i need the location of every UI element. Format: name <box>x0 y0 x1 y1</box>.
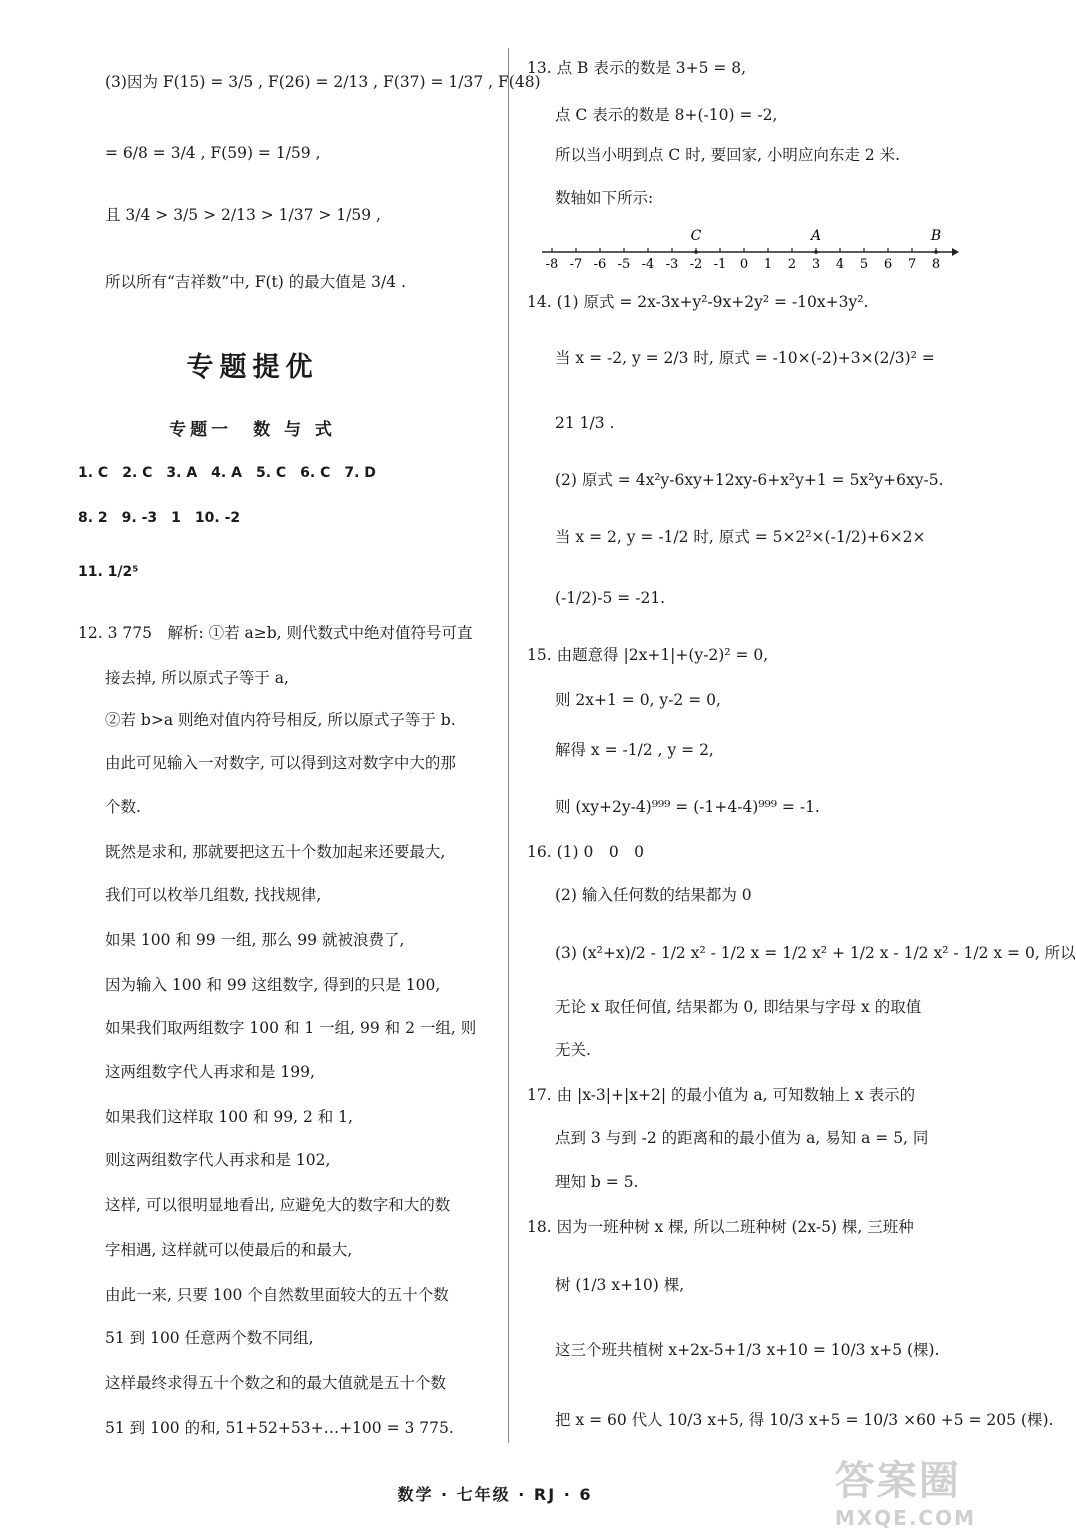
text-line: 17. 由 |x-3|+|x+2| 的最小值为 a, 可知数轴上 x 表示的 <box>527 1086 916 1104</box>
number-line-point-label: A <box>810 228 822 244</box>
number-line-tick-label: 2 <box>787 257 797 272</box>
number-line-tick-label: -7 <box>569 257 583 272</box>
text-line: 既然是求和, 那就要把这五十个数加起来还要最大, <box>105 843 446 861</box>
number-line-tick-label: 8 <box>931 257 941 272</box>
text-line: 点 C 表示的数是 8+(-10) = -2, <box>555 106 778 124</box>
text-line: 14. (1) 原式 = 2x-3x+y²-9x+2y² = -10x+3y². <box>527 293 869 311</box>
text-line: 当 x = 2, y = -1/2 时, 原式 = 5×2²×(-1/2)+6×2× <box>555 528 926 546</box>
number-line-tick-label: -6 <box>593 257 607 272</box>
column-divider <box>508 48 509 1443</box>
text-line: 这样最终求得五十个数之和的最大值就是五十个数 <box>105 1374 447 1392</box>
text-line: 当 x = -2, y = 2/3 时, 原式 = -10×(-2)+3×(2/3)² = <box>555 349 935 367</box>
answer-line: 8. 2 9. -3 1 10. -2 <box>78 510 241 526</box>
text-line: 如果我们这样取 100 和 99, 2 和 1, <box>105 1108 353 1126</box>
number-line-point <box>694 250 698 254</box>
text-line: 则这两组数字代人再求和是 102, <box>105 1151 331 1169</box>
text-line: 这两组数字代人再求和是 199, <box>105 1063 315 1081</box>
text-line: 51 到 100 任意两个数不同组, <box>105 1329 314 1347</box>
text-line: 解得 x = -1/2 , y = 2, <box>555 741 714 759</box>
text-line: 个数. <box>105 798 141 816</box>
text-line: (2) 输入任何数的结果都为 0 <box>555 886 752 904</box>
watermark-url: MXQE.COM <box>834 1506 976 1530</box>
text-line: 如果 100 和 99 一组, 那么 99 就被浪费了, <box>105 931 405 949</box>
text-line: 接去掉, 所以原式子等于 a, <box>105 669 289 687</box>
text-line: 21 1/3 . <box>555 414 615 432</box>
text-line: = 6/8 = 3/4 , F(59) = 1/59 , <box>105 144 321 162</box>
text-line: 树 (1/3 x+10) 棵, <box>555 1276 685 1294</box>
answer-line: 11. 1/2⁵ <box>78 564 139 580</box>
section-title: 专题提优 <box>186 352 319 383</box>
text-line: 16. (1) 0 0 0 <box>527 843 645 861</box>
text-line: 字相遇, 这样就可以使最后的和最大, <box>105 1241 353 1259</box>
number-line <box>540 230 960 275</box>
text-line: 则 2x+1 = 0, y-2 = 0, <box>555 691 721 709</box>
watermark <box>835 1449 976 1530</box>
number-line-tick-label: -5 <box>617 257 631 272</box>
number-line-tick-label: -4 <box>641 257 655 272</box>
text-line: 且 3/4 > 3/5 > 2/13 > 1/37 > 1/59 , <box>105 206 381 224</box>
text-line: 无论 x 取任何值, 结果都为 0, 即结果与字母 x 的取值 <box>555 998 922 1016</box>
answer-line: 1. C 2. C 3. A 4. A 5. C 6. C 7. D <box>78 465 376 481</box>
text-line: (-1/2)-5 = -21. <box>555 589 666 607</box>
text-line: 由此一来, 只要 100 个自然数里面较大的五十个数 <box>105 1286 449 1304</box>
arrow-right-icon <box>952 248 959 256</box>
text-line: 则 (xy+2y-4)⁹⁹⁹ = (-1+4-4)⁹⁹⁹ = -1. <box>555 798 820 816</box>
number-line-point-label: B <box>930 228 942 244</box>
number-line-tick-label: 3 <box>811 257 821 272</box>
number-line-tick-label: -2 <box>689 257 703 272</box>
text-line: 点到 3 与到 -2 的距离和的最小值为 a, 易知 a = 5, 同 <box>555 1129 929 1147</box>
page-footer: 数学 · 七年级 · RJ · 6 <box>397 1485 593 1504</box>
section-subtitle: 专题一 数 与 式 <box>169 420 336 440</box>
text-line: 无关. <box>555 1041 591 1059</box>
number-line-tick-label: 7 <box>907 257 917 272</box>
number-line-tick-label: 1 <box>763 257 773 272</box>
number-line-point-label: C <box>690 228 702 244</box>
number-line-tick-label: 4 <box>835 257 845 272</box>
number-line-tick-label: -8 <box>545 257 559 272</box>
text-line: 15. 由题意得 |2x+1|+(y-2)² = 0, <box>527 646 769 664</box>
text-line: 所以当小明到点 C 时, 要回家, 小明应向东走 2 米. <box>555 146 901 164</box>
number-line-tick-label: 6 <box>883 257 893 272</box>
number-line-tick-label: 5 <box>859 257 869 272</box>
text-line: 12. 3 775 解析: ①若 a≥b, 则代数式中绝对值符号可直 <box>78 624 473 642</box>
text-line: 所以所有“吉祥数”中, F(t) 的最大值是 3/4 . <box>105 273 406 291</box>
text-line: 18. 因为一班种树 x 棵, 所以二班种树 (2x-5) 棵, 三班种 <box>527 1218 914 1236</box>
text-line: (3) (x²+x)/2 - 1/2 x² - 1/2 x = 1/2 x² + 1/2 x - 1/2 x² - 1/2 x = 0, 所以 <box>555 944 1076 962</box>
number-line-point <box>934 250 938 254</box>
text-line: 数轴如下所示: <box>555 189 654 207</box>
text-line: 我们可以枚举几组数, 找找规律, <box>105 886 322 904</box>
text-line: 如果我们取两组数字 100 和 1 一组, 99 和 2 一组, 则 <box>105 1019 477 1037</box>
text-line: 理知 b = 5. <box>555 1173 639 1191</box>
text-line: 这三个班共植树 x+2x-5+1/3 x+10 = 10/3 x+5 (棵). <box>555 1341 940 1359</box>
text-line: 这样, 可以很明显地看出, 应避免大的数字和大的数 <box>105 1196 451 1214</box>
number-line-point <box>814 250 818 254</box>
text-line: 51 到 100 的和, 51+52+53+…+100 = 3 775. <box>105 1419 454 1437</box>
text-line: 13. 点 B 表示的数是 3+5 = 8, <box>527 59 747 77</box>
number-line-tick-label: 0 <box>739 257 749 272</box>
text-line: 因为输入 100 和 99 这组数字, 得到的只是 100, <box>105 976 441 994</box>
text-line: (2) 原式 = 4x²y-6xy+12xy-6+x²y+1 = 5x²y+6xy-5. <box>555 471 944 489</box>
text-line: (3)因为 F(15) = 3/5 , F(26) = 2/13 , F(37) = 1/37 , F(48) <box>105 73 541 91</box>
text-line: 由此可见输入一对数字, 可以得到这对数字中大的那 <box>105 754 456 772</box>
text-line: 把 x = 60 代人 10/3 x+5, 得 10/3 x+5 = 10/3 ×60 +5 = 205 (棵). <box>555 1411 1054 1429</box>
watermark-logo: 答案圈 <box>834 1458 961 1504</box>
number-line-tick-label: -3 <box>665 257 679 272</box>
number-line-tick-label: -1 <box>713 257 727 272</box>
text-line: ②若 b>a 则绝对值内符号相反, 所以原式子等于 b. <box>105 711 456 729</box>
